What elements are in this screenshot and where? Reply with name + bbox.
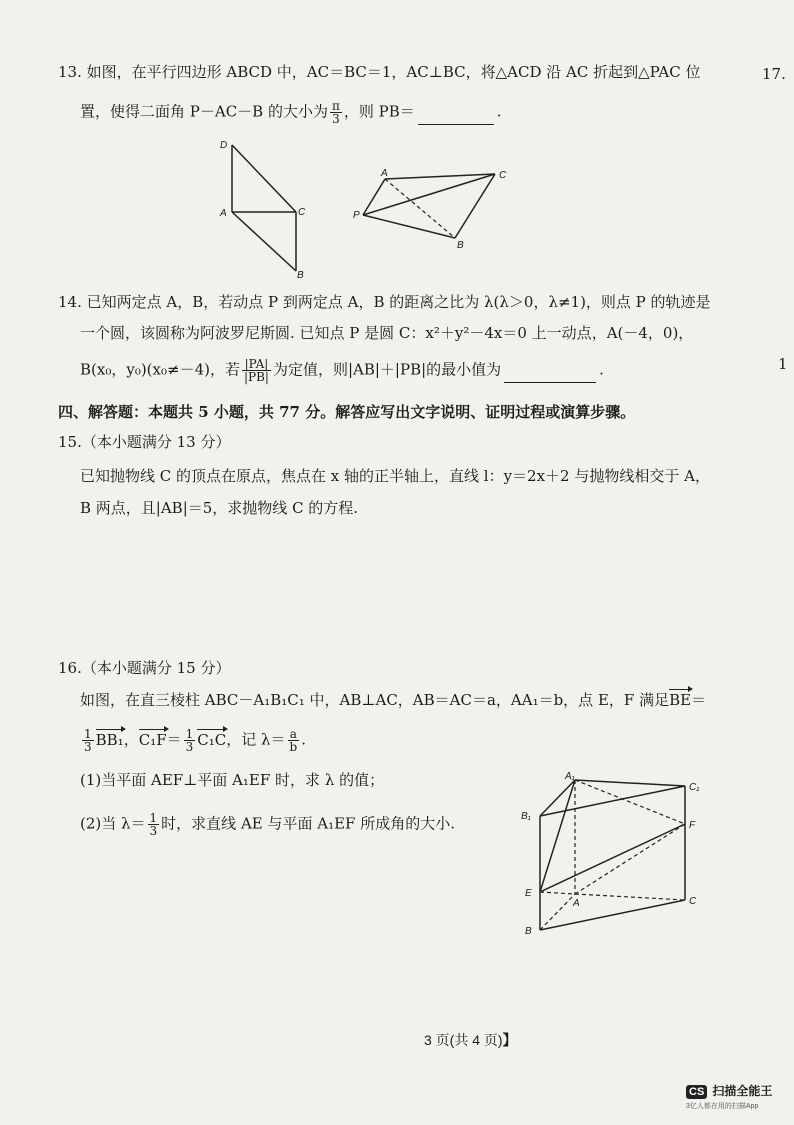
q16-header: 16.（本小题满分 15 分）: [58, 659, 231, 677]
q16-part1: (1)当平面 AEF⊥平面 A₁EF 时，求 λ 的值；: [80, 771, 385, 789]
q14-fraction: $\frac{|PA|}{|PB|}$: [243, 357, 269, 384]
vector-be: BE: [669, 691, 692, 709]
camscanner-logo-icon: CS: [686, 1085, 707, 1099]
camscanner-tagline: 3亿人都在用的扫描App: [686, 1103, 759, 1110]
fig2-label-b: B: [457, 240, 464, 251]
prism-label-c1: C₁: [689, 782, 700, 793]
margin-fragment-17: 17.: [762, 65, 786, 83]
prism-label-a1: A₁: [565, 771, 575, 782]
prism-label-b1: B₁: [521, 811, 531, 822]
q14-line3-text-b: 为定值，则|AB|＋|PB|的最小值为: [272, 360, 502, 379]
vector-bb1: BB₁: [95, 730, 124, 749]
q16-lambda-fraction: $\frac{a}{b}$: [289, 727, 298, 754]
margin-fragment-1: 1: [778, 355, 788, 373]
fig2-label-p: P: [353, 210, 360, 221]
q13-line2-text-b: ，则 PB＝: [343, 102, 415, 121]
prism-label-b: B: [525, 926, 532, 937]
q13-fraction: $\frac{\pi}{3}$: [331, 99, 340, 126]
q15-line2: B 两点，且|AB|＝5，求抛物线 C 的方程.: [80, 499, 359, 517]
q13-line2: 置，使得二面角 P－AC－B 的大小为 $\frac{\pi}{3}$ ，则 PB＝ .: [80, 99, 502, 126]
fig1-label-a: A: [220, 208, 227, 219]
page-number: 3 页(共 4 页)】: [424, 1032, 517, 1048]
vector-c1c: C₁C: [197, 730, 227, 749]
q16-line1: 如图，在直三棱柱 ABC－A₁B₁C₁ 中，AB⊥AC，AB＝AC＝a，AA₁＝b，点 E，F 满足BE＝: [80, 691, 707, 709]
fig2-label-c: C: [499, 170, 507, 181]
fig2-label-a: A: [381, 168, 388, 179]
fig1-label-c: C: [298, 207, 306, 218]
q14-line2: 一个圆，该圆称为阿波罗尼斯圆. 已知点 P 是圆 C：x²＋y²－4x＝0 上一动点，A(－4，0)，: [80, 324, 694, 342]
prism-label-f: F: [689, 820, 696, 831]
q15-line1: 已知抛物线 C 的顶点在原点，焦点在 x 轴的正半轴上，直线 l：y＝2x＋2 与抛物线相交于 A，: [80, 467, 710, 485]
q13-figure-folded: [345, 160, 515, 255]
q13-figure-parallelogram: [210, 135, 320, 280]
section4-heading: 四、解答题：本题共 5 小题，共 77 分。解答应写出文字说明、证明过程或演算步骤。: [58, 403, 636, 421]
fig1-label-b: B: [297, 270, 304, 280]
q16-part2-fraction: $\frac{1}{3}$: [149, 811, 158, 838]
q14-line3: B(x₀，y₀)(x₀≠－4)，若 $\frac{|PA|}{|PB|}$ 为定值，则|AB|＋|PB|的最小值为 .: [80, 357, 604, 384]
q16-part2: (2)当 λ＝ $\frac{1}{3}$ 时，求直线 AE 与平面 A₁EF 所成角的大小.: [80, 811, 455, 838]
camscanner-watermark: [686, 1080, 772, 1111]
q16-fraction-2: $\frac{1}{3}$: [185, 727, 194, 754]
prism-label-c: C: [689, 896, 697, 907]
q14-line3-text: B(x₀，y₀)(x₀≠－4)，若: [80, 360, 240, 379]
q13-line1: 13. 如图，在平行四边形 ABCD 中，AC＝BC＝1，AC⊥BC，将△ACD 沿 AC 折起到△PAC 位: [58, 63, 701, 81]
q16-line2: $\frac{1}{3}$ BB₁，C₁F＝ $\frac{1}{3}$ C₁C，记 λ＝ $\frac{a}{b}$ .: [84, 727, 306, 754]
vector-c1f: C₁F: [138, 730, 167, 749]
camscanner-brand: 扫描全能王: [712, 1084, 773, 1098]
fig1-label-d: D: [220, 140, 228, 151]
q13-line2-text: 置，使得二面角 P－AC－B 的大小为: [80, 102, 328, 121]
q14-answer-blank: [504, 382, 596, 383]
prism-label-a: A: [573, 898, 580, 909]
q16-fraction-1: $\frac{1}{3}$: [84, 727, 92, 754]
q16-prism-figure: [515, 768, 705, 940]
q14-line1: 14. 已知两定点 A，B，若动点 P 到两定点 A，B 的距离之比为 λ(λ＞0，λ≠1)，则点 P 的轨迹是: [58, 293, 711, 311]
prism-label-e: E: [525, 888, 532, 899]
q13-answer-blank: [418, 124, 494, 125]
q15-header: 15.（本小题满分 13 分）: [58, 433, 231, 451]
